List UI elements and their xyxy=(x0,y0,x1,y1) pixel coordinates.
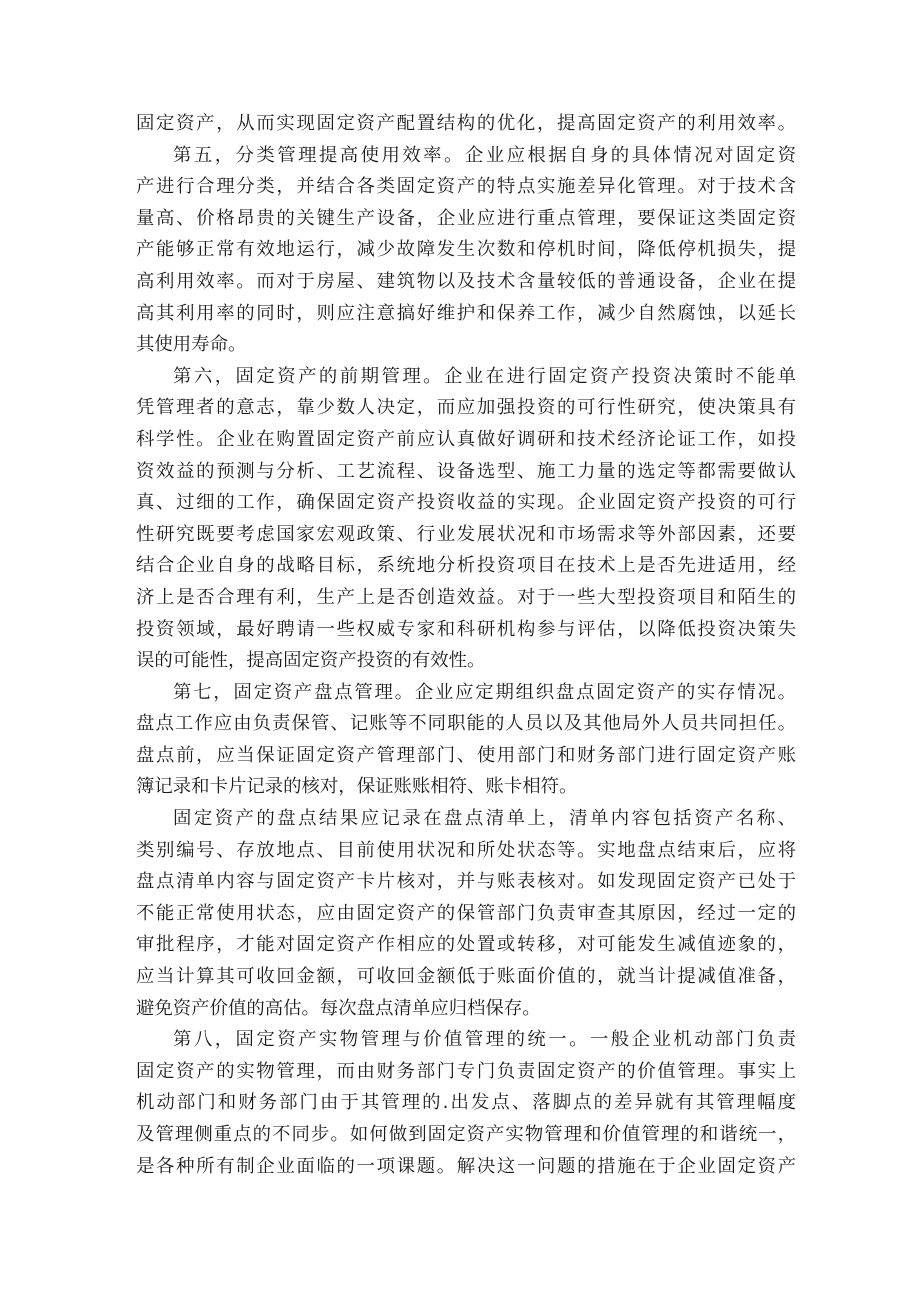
text-line: 盘点清单内容与固定资产卡片核对，并与账表核对。如发现固定资产已处于 xyxy=(136,871,796,893)
text-line: 应当计算其可收回金额，可收回金额低于账面价值的，就当计提减值准备， xyxy=(136,966,796,988)
text-line: 机动部门和财务部门由于其管理的.出发点、落脚点的差异就有其管理幅度 xyxy=(136,1092,796,1114)
paragraph-start-line: 固定资产的盘点结果应记录在盘点清单上，清单内容包括资产名称、 xyxy=(173,808,796,830)
text-line: 产进行合理分类，并结合各类固定资产的特点实施差异化管理。对于技术含 xyxy=(136,176,796,198)
text-line: 投资领域，最好聘请一些权威专家和科研机构参与评估，以降低投资决策失 xyxy=(136,618,796,640)
text-line: 类别编号、存放地点、目前使用状况和所处状态等。实地盘点结束后，应将 xyxy=(136,839,796,861)
text-line: 盘点前，应当保证固定资产管理部门、使用部门和财务部门进行固定资产账 xyxy=(136,744,796,766)
paragraph-end-line: 其使用寿命。 xyxy=(136,334,247,356)
paragraph-start-line: 第八，固定资产实物管理与价值管理的统一。一般企业机动部门负责 xyxy=(173,1029,796,1051)
paragraph-start-line: 第七，固定资产盘点管理。企业应定期组织盘点固定资产的实存情况。 xyxy=(173,681,796,703)
text-line: 审批程序，才能对固定资产作相应的处置或转移，对可能发生减值迹象的， xyxy=(136,934,796,956)
text-line: 盘点工作应由负责保管、记账等不同职能的人员以及其他局外人员共同担任。 xyxy=(136,713,796,735)
text-line: 真、过细的工作，确保固定资产投资收益的实现。企业固定资产投资的可行 xyxy=(136,492,796,514)
text-line: 资效益的预测与分析、工艺流程、设备选型、施工力量的选定等都需要做认 xyxy=(136,460,796,482)
text-line: 不能正常使用状态，应由固定资产的保管部门负责审查其原因，经过一定的 xyxy=(136,902,796,924)
paragraph-start-line: 第五，分类管理提高使用效率。企业应根据自身的具体情况对固定资 xyxy=(173,144,796,166)
text-line: 及管理侧重点的不同步。如何做到固定资产实物管理和价值管理的和谐统一， xyxy=(136,1124,796,1145)
text-line: 结合企业自身的战略目标，系统地分析投资项目在技术上是否先进适用，经 xyxy=(136,555,796,577)
text-line: 凭管理者的意志，靠少数人决定，而应加强投资的可行性研究，使决策具有 xyxy=(136,397,796,419)
paragraph-end-line: 误的可能性，提高固定资产投资的有效性。 xyxy=(136,650,486,672)
text-line: 是各种所有制企业面临的一项课题。解决这一问题的措施在于企业固定资产 xyxy=(136,1155,796,1177)
body-text xyxy=(136,108,796,1182)
text-line: 固定资产，从而实现固定资产配置结构的优化，提高固定资产的利用效率。 xyxy=(136,113,796,134)
text-line: 科学性。企业在购置固定资产前应认真做好调研和技术经济论证工作，如投 xyxy=(136,428,796,450)
text-line: 高利用效率。而对于房屋、建筑物以及技术含量较低的普通设备，企业在提 xyxy=(136,270,796,292)
text-line: 量高、价格昂贵的关键生产设备，企业应进行重点管理，要保证这类固定资 xyxy=(136,207,796,229)
text-line: 性研究既要考虑国家宏观政策、行业发展状况和市场需求等外部因素，还要 xyxy=(136,523,796,545)
text-line: 固定资产的实物管理，而由财务部门专门负责固定资产的价值管理。事实上 xyxy=(136,1060,796,1082)
text-line: 济上是否合理有利，生产上是否创造效益。对于一些大型投资项目和陌生的 xyxy=(136,586,796,608)
paragraph-end-line: 避免资产价值的高估。每次盘点清单应归档保存。 xyxy=(136,997,541,1019)
paragraph-start-line: 第六，固定资产的前期管理。企业在进行固定资产投资决策时不能单 xyxy=(173,365,796,387)
text-line: 高其利用率的同时，则应注意搞好维护和保养工作，减少自然腐蚀，以延长 xyxy=(136,302,796,324)
text-line: 产能够正常有效地运行，减少故障发生次数和停机时间，降低停机损失，提 xyxy=(136,239,796,261)
paragraph-end-line: 簿记录和卡片记录的核对，保证账账相符、账卡相符。 xyxy=(136,776,578,798)
